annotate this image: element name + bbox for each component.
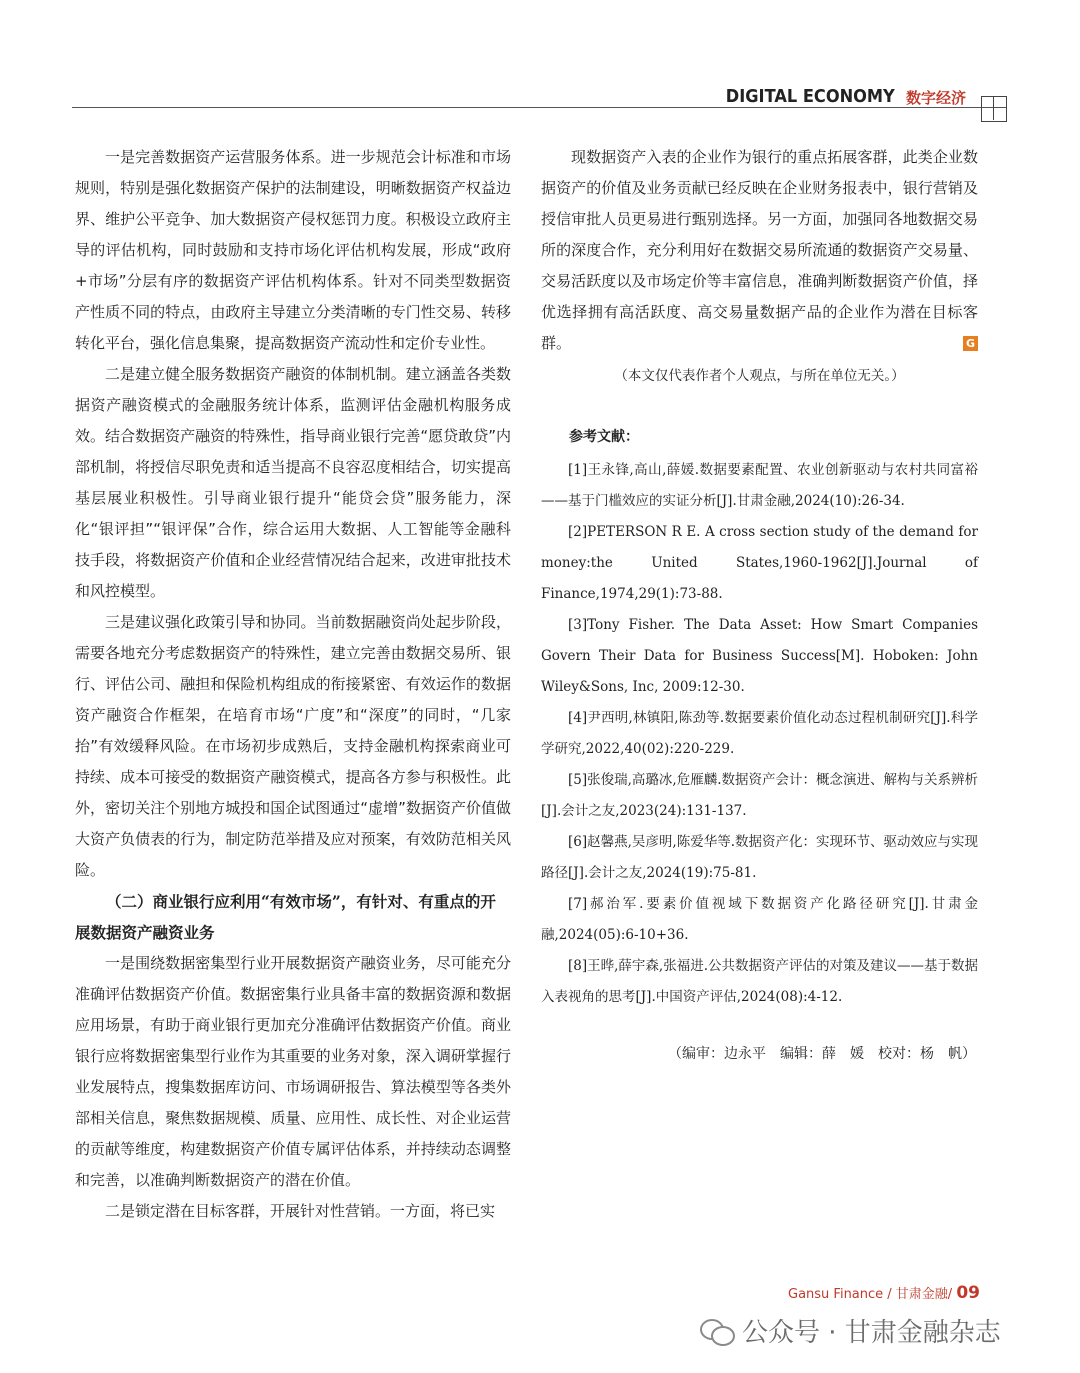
- wechat-icon: [700, 1317, 734, 1345]
- paragraph: 一是完善数据资产运营服务体系。进一步规范会计标准和市场规则，特别是强化数据资产保护的法制建设，明晰数据资产权益边界、维护公平竞争、加大数据资产侵权惩罚力度。积极设立政府主导的评估机构，同时鼓励和支持市场化评估机构发展，形成“政府+市场”分层有序的数据资产评估机构体系。针对不同类型数据资产性质不同的特点，由政府主导建立分类清晰的专门性交易、转移转化平台，强化信息集聚，提高数据资产流动性和定价专业性。: [75, 148, 511, 352]
- reference-item: [6]赵馨燕,吴彦明,陈爱华等.数据资产化：实现环节、驱动效应与实现路径[J].会计之友,2024(19):75-81.: [541, 834, 978, 881]
- editor-credits: （编审：边永平 编辑：薛 媛 校对：杨 帆）: [668, 1046, 976, 1062]
- reference-list: [541, 455, 978, 1013]
- page-footer: [788, 1283, 980, 1303]
- header-rule: [72, 107, 1007, 108]
- paragraph: 二是锁定潜在目标客群，开展针对性营销。一方面，将已实: [105, 1202, 496, 1220]
- page-number: 09: [956, 1283, 980, 1303]
- paragraph: 二是建立健全服务数据资产融资的体制机制。建立涵盖各类数据资产融资模式的金融服务统计体系，监测评估金融机构服务成效。结合数据资产融资的特殊性，指导商业银行完善“愿贷敢贷”内部机制，将授信尽职免责和适当提高不良容忍度相结合，切实提高基层展业积极性。引导商业银行提升“能贷会贷”服务能力，深化“银评担”“银评保”合作，综合运用大数据、人工智能等金融科技手段，将数据资产价值和企业经营情况结合起来，改进审批技术和风控模型。: [75, 365, 511, 600]
- end-mark-icon: G: [963, 336, 978, 351]
- paragraph: 一是围绕数据密集型行业开展数据资产融资业务，尽可能充分准确评估数据资产价值。数据密集行业具备丰富的数据资源和数据应用场景，有助于商业银行更加充分准确评估数据资产价值。商业银行应将数据密集型行业作为其重要的业务对象，深入调研掌握行业发展特点，搜集数据库访问、市场调研报告、算法模型等各类外部相关信息，聚焦数据规模、质量、应用性、成长性、对企业运营的贡献等维度，构建数据资产价值专属评估体系，并持续动态调整和完善，以准确判断数据资产的潜在价值。: [75, 954, 511, 1189]
- reference-item: [1]王永锋,高山,薛媛.数据要素配置、农业创新驱动与农村共同富裕——基于门槛效应的实证分析[J].甘肃金融,2024(10):26-34.: [541, 462, 978, 509]
- section-title-cn: 数字经济: [906, 89, 967, 107]
- paragraph: 三是建议强化政策引导和协同。当前数据融资尚处起步阶段，需要各地充分考虑数据资产的特殊性，建立完善由数据交易所、银行、评估公司、融担和保险机构组成的衔接紧密、有效运作的数据资产融资合作框架，在培育市场“广度”和“深度”的同时，“几家抬”有效缓释风险。在市场初步成熟后，支持金融机构探索商业可持续、成本可接受的数据资产融资模式，提高各方参与积极性。此外，密切关注个别地方城投和国企试图通过“虚增”数据资产价值做大资产负债表的行为，制定防范举措及应对预案，有效防范相关风险。: [75, 613, 511, 879]
- wechat-bubble: [711, 1326, 735, 1346]
- watermark-text: 公众号 · 甘肃金融杂志: [742, 1318, 1001, 1348]
- corner-decoration: [981, 96, 1007, 122]
- disclaimer: （本文仅代表作者个人观点，与所在单位无关。）: [614, 368, 905, 384]
- reference-item: [2]PETERSON R E. A cross section study of the demand for money:the United States,1960-1962[J].Journal of Finance,1974,29(1):73-88.: [541, 524, 978, 602]
- reference-item: [5]张俊瑞,高璐冰,危雁麟.数据资产会计：概念演进、解构与关系辨析[J].会计之友,2023(24):131-137.: [541, 772, 978, 819]
- reference-item: [7]郝治军.要素价值视域下数据资产化路径研究[J].甘肃金融,2024(05):6-10+36.: [541, 896, 978, 943]
- paragraph-text: 现数据资产入表的企业作为银行的重点拓展客群，此类企业数据资产的价值及业务贡献已经反映在企业财务报表中，银行营销及授信审批人员更易进行甄别选择。另一方面，加强同各地数据交易所的深度合作，充分利用好在数据交易所流通的数据资产交易量、交易活跃度以及市场定价等丰富信息，准确判断数据资产价值，择优选择拥有高活跃度、高交易量数据产品的企业作为潜在目标客群。: [541, 148, 978, 352]
- paragraph: [541, 142, 978, 359]
- reference-item: [4]尹西明,林镇阳,陈劲等.数据要素价值化动态过程机制研究[J].科学学研究,2022,40(02):220-229.: [541, 710, 978, 757]
- left-column: [75, 142, 511, 1227]
- right-column: [541, 142, 978, 1070]
- references-title: 参考文献：: [569, 429, 639, 445]
- corner-decoration-line: [993, 96, 994, 120]
- watermark: [700, 1312, 1001, 1349]
- journal-name: Gansu Finance / 甘肃金融/: [788, 1287, 957, 1302]
- reference-item: [3]Tony Fisher. The Data Asset: How Smart Companies Govern Their Data for Business Success[M]. Hoboken: John Wiley&Sons, Inc, 2009:12-30.: [541, 617, 978, 695]
- section-title-en: DIGITAL ECONOMY: [725, 86, 895, 107]
- subheading: （二）商业银行应利用“有效市场”，有针对、有重点的开展数据资产融资业务: [75, 892, 496, 942]
- reference-item: [8]王晔,薛宇森,张福进.公共数据资产评估的对策及建议——基于数据入表视角的思考[J].中国资产评估,2024(08):4-12.: [541, 958, 978, 1005]
